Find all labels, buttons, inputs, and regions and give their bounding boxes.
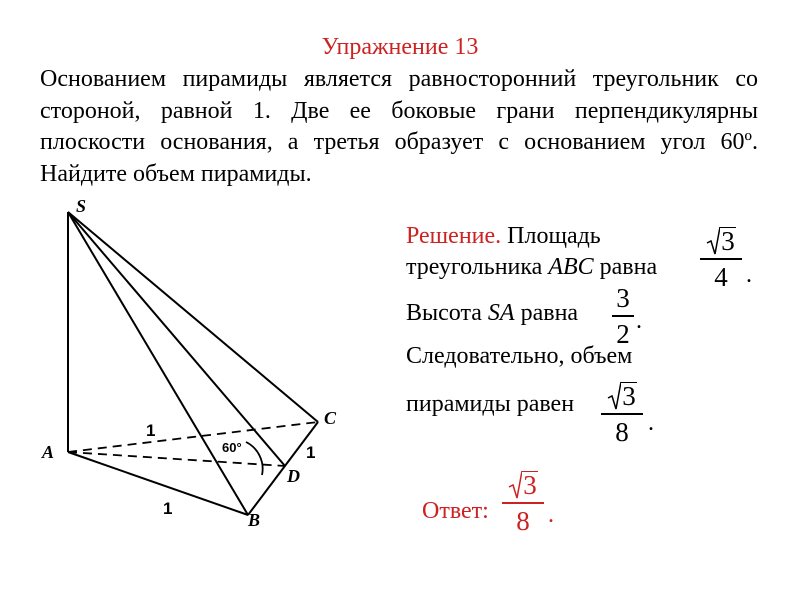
solution-line-4: Следовательно, объем <box>406 343 633 369</box>
height-numerator: 3 <box>616 283 630 313</box>
vertex-label-d: D <box>287 466 300 486</box>
solution-line-3: Высота SA равна <box>406 300 579 326</box>
vertex-label-c: C <box>324 408 337 428</box>
vertex-label-b: B <box>248 510 261 530</box>
edge-sb <box>68 212 248 515</box>
vertex-label-s: S <box>76 196 87 216</box>
edge-ac <box>68 422 318 452</box>
edge-sc <box>68 212 318 422</box>
triangle-name: ABC <box>548 254 594 280</box>
volume-fraction <box>601 381 643 447</box>
answer-period: . <box>548 502 554 528</box>
edge-sd <box>68 212 285 466</box>
solution-line-1 <box>406 223 601 250</box>
edge-label-cd: 1 <box>306 443 316 462</box>
vertex-label-a: A <box>42 442 55 462</box>
edge-label-ac: 1 <box>146 421 156 440</box>
angle-label: 60° <box>222 440 242 455</box>
volume-denominator: 8 <box>615 416 629 447</box>
height-denominator: 2 <box>616 318 630 349</box>
height-fraction <box>612 283 634 349</box>
volume-period: . <box>648 410 654 436</box>
height-name: SA <box>487 300 515 326</box>
problem-statement: Основанием пирамиды является равносторонний треугольник со стороной, равной 1. Две ее боковые грани перпендикулярны плоскости основания, а третья образует с основанием угол 60º. Найдите объем пирамиды. <box>40 66 758 187</box>
solution-line-5: пирамиды равен <box>406 391 575 417</box>
area-period: . <box>746 262 752 288</box>
answer-radicand: 3 <box>523 470 537 500</box>
answer-denominator: 8 <box>516 505 530 536</box>
angle-arc <box>246 442 263 475</box>
area-denominator: 4 <box>714 261 728 292</box>
solution-text-1: Площадь <box>507 223 601 249</box>
exercise-title: Упражнение 13 <box>321 34 479 60</box>
answer-label: Ответ: <box>422 498 489 524</box>
solution-line-2: треугольника ABC равна <box>406 254 658 280</box>
edge-label-ab: 1 <box>163 499 173 518</box>
answer-fraction <box>502 470 544 536</box>
area-radicand: 3 <box>721 226 735 256</box>
area-fraction <box>700 226 742 292</box>
volume-radicand: 3 <box>622 381 636 411</box>
height-period: . <box>636 308 642 334</box>
solution-label: Решение. <box>406 223 502 249</box>
